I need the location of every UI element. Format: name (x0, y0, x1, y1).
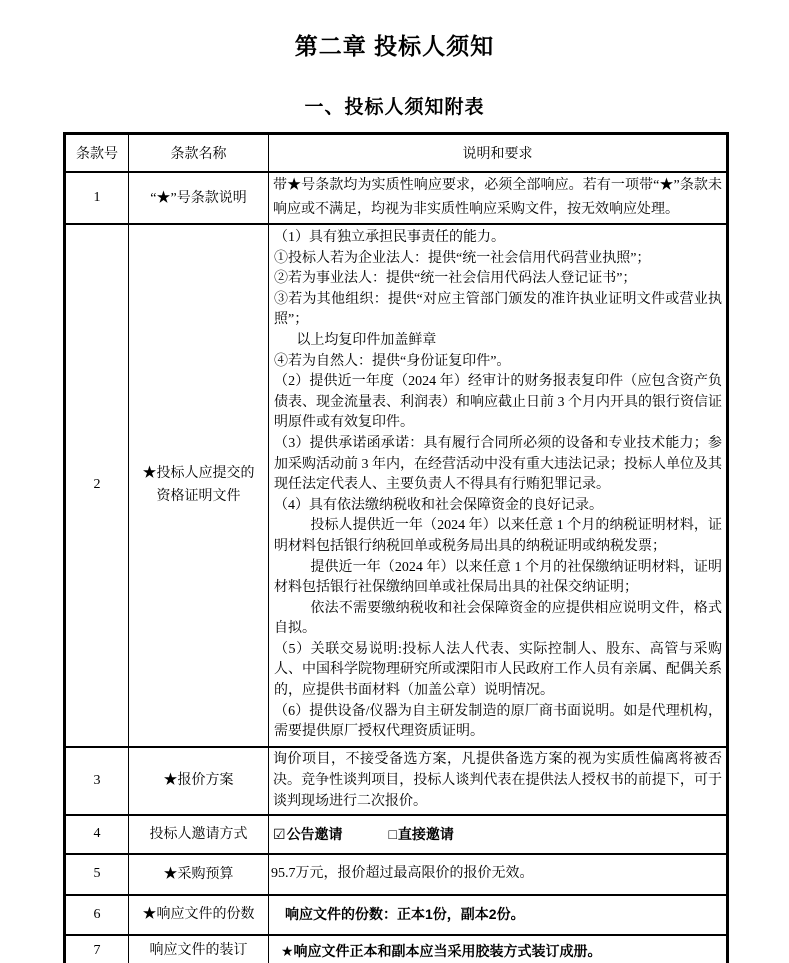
col-header-clause-name: 条款名称 (129, 134, 269, 173)
col-header-clause-no: 条款号 (65, 134, 129, 173)
clause-description (269, 172, 728, 224)
clause-no: 7 (65, 935, 129, 963)
invitation-option-direct (388, 824, 453, 845)
clause-name: 投标人邀请方式 (129, 815, 269, 854)
clause-description (269, 935, 728, 963)
clause-no: 3 (65, 747, 129, 815)
clause-name: 响应文件的装订 (129, 935, 269, 963)
clause-name: ★响应文件的份数 (129, 895, 269, 935)
checkbox-unchecked-icon: □ (388, 825, 397, 842)
clause-no: 5 (65, 854, 129, 895)
paragraph: 提供近一年（2024 年）以来任意 1 个月的社保缴纳证明材料，证明材料包括银行社保缴纳回单或社保局出具的社保交纳证明； (274, 559, 722, 596)
section-title: 一、投标人须知附表 (304, 97, 485, 118)
paragraph: （2）提供近一年度（2024 年）经审计的财务报表复印件（应包含资产负债表、现金流量表、利润表）和响应截止日前 3 个月内开具的银行资信证明原件或有效复印件。 (274, 374, 722, 431)
paragraph: 投标人提供近一年（2024 年）以来任意 1 个月的纳税证明材料，证明材料包括银行纳税回单或税务局出具的纳税证明或纳税发票； (274, 518, 722, 554)
clause-name: ★报价方案 (129, 747, 269, 815)
clause-no: 1 (65, 172, 129, 224)
paragraph: （3）提供承诺函承诺：具有履行合同所必须的设备和专业技术能力；参加采购活动前 3 年内，在经营活动中没有重大违法记录；投标人单位及其现任法定代表人、主要负责人不得具有行贿犯罪记录。 (274, 435, 722, 493)
paragraph: 带★号条款均为实质性响应要求，必须全部响应。若有一项带“★”条款未响应或不满足，均视为非实质性响应采购文件，按无效响应处理。 (273, 178, 722, 217)
clause-name: “★”号条款说明 (129, 172, 269, 224)
clause-description (269, 747, 728, 815)
clause-name: ★投标人应提交的资格证明文件 (129, 224, 269, 747)
paragraph: （4）具有依法缴纳税收和社会保障资金的良好记录。 (274, 497, 603, 513)
clause-name: ★采购预算 (129, 854, 269, 895)
invitation-option-public (273, 824, 343, 845)
paragraph: （6）提供设备/仪器为自主研发制造的原厂商书面说明。如是代理机构，需要提供原厂授权代理资质证明。 (274, 703, 722, 740)
paragraph: ★响应文件正本和副本应当采用胶装方式装订成册。 (281, 942, 602, 959)
paragraph: ①投标人若为企业法人：提供“统一社会信用代码营业执照”； (274, 250, 651, 266)
paragraph: 以上均复印件加盖鲜章 (296, 332, 437, 348)
clause-description (269, 854, 728, 895)
table-row-7 (65, 935, 728, 963)
option-label: 公告邀请 (286, 825, 343, 842)
chapter-title: 第二章 投标人须知 (294, 33, 495, 59)
paragraph: （1）具有独立承担民事责任的能力。 (274, 230, 505, 245)
clause-description (269, 895, 728, 935)
clause-description (269, 815, 728, 854)
paragraph: （5）关联交易说明:投标人法人代表、实际控制人、股东、高管与采购人、中国科学院物理研究所或溧阳市人民政府工作人员有亲属、配偶关系的，应提供书面材料（加盖公章）说明情况。 (274, 641, 722, 699)
bidder-notice-table (63, 132, 729, 963)
table-row-6 (65, 895, 728, 935)
checkbox-checked-icon: ☑ (273, 825, 286, 842)
col-header-description: 说明和要求 (269, 134, 728, 173)
table-row-1 (65, 172, 728, 224)
paragraph: 询价项目，不接受备选方案，凡提供备选方案的视为实质性偏离将被否决。竞争性谈判项目，投标人谈判代表在提供法人授权书的前提下，可于谈判现场进行二次报价。 (273, 751, 722, 810)
table-header-row (65, 134, 728, 173)
paragraph: ④若为自然人：提供“身份证复印件”。 (274, 353, 511, 369)
clause-no: 4 (65, 815, 129, 854)
table-row-5 (65, 854, 728, 895)
paragraph: 95.7万元，报价超过最高限价的报价无效。 (271, 865, 534, 881)
table-row-4 (65, 815, 728, 854)
paragraph: ②若为事业法人：提供“统一社会信用代码法人登记证书”； (274, 271, 637, 287)
clause-no: 2 (65, 224, 129, 747)
paragraph: 响应文件的份数：正本1份，副本2份。 (285, 906, 525, 923)
table-row-3 (65, 747, 728, 815)
paragraph: ③若为其他组织：提供“对应主管部门颁发的准许执业证明文件或营业执照”； (274, 291, 722, 328)
clause-description (269, 224, 728, 747)
paragraph: 依法不需要缴纳税收和社会保障资金的应提供相应说明文件，格式自拟。 (274, 600, 722, 637)
table-row-2 (65, 224, 728, 747)
clause-no: 6 (65, 895, 129, 935)
option-label: 直接邀请 (397, 825, 454, 842)
